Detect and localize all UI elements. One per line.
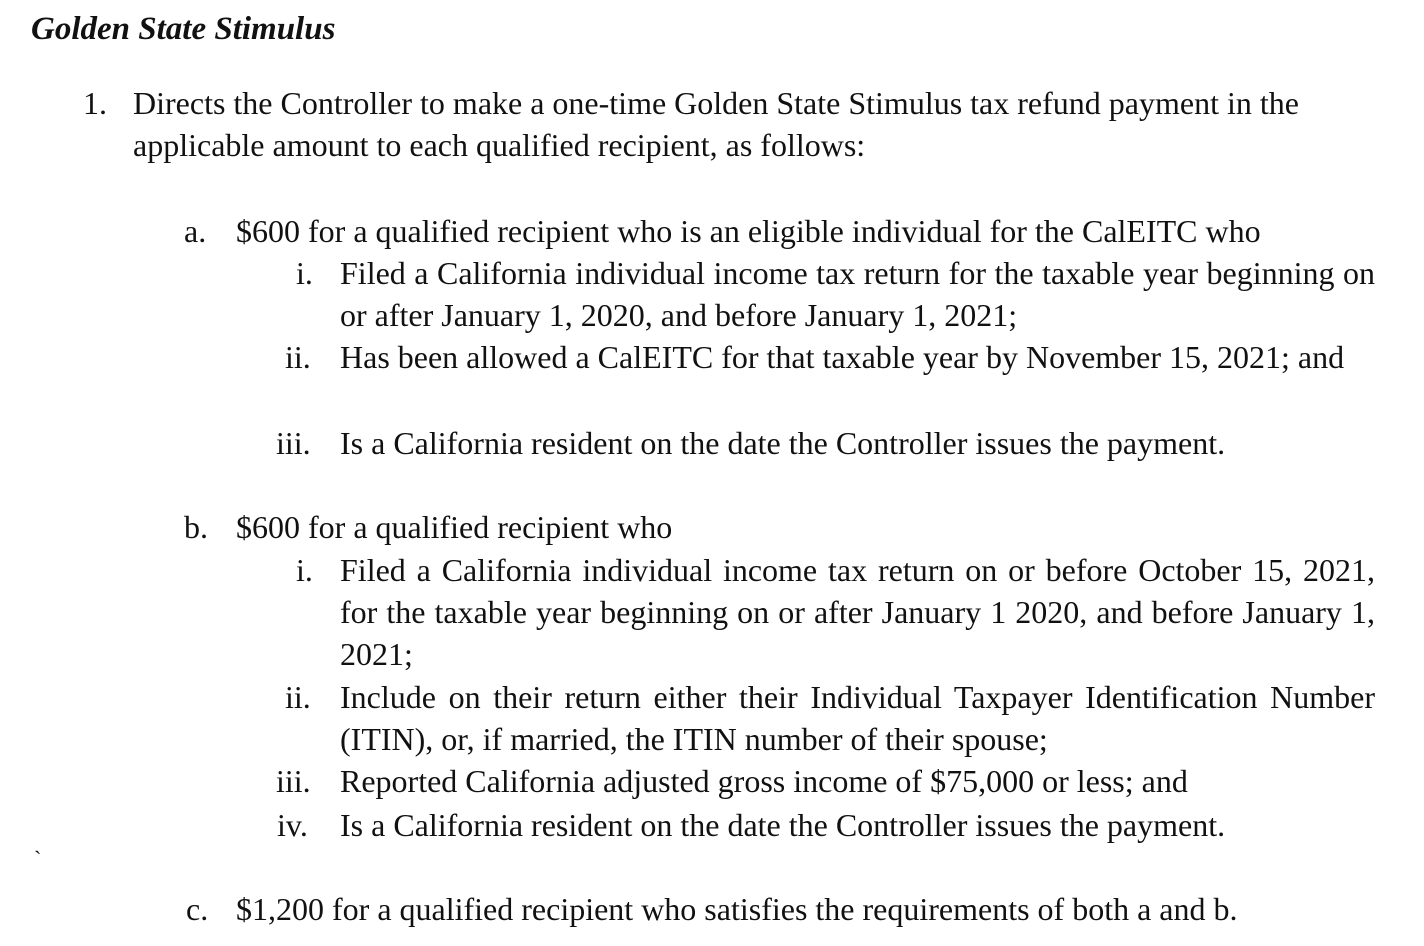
list-marker: c. [186, 891, 209, 927]
list-item-text: $600 for a qualified recipient who [236, 509, 673, 545]
list-item-text: Is a California resident on the date the Controller issues the payment. [340, 807, 1226, 843]
stray-mark: ` [34, 846, 42, 871]
list-marker: 1. [83, 85, 107, 121]
list-item-text: Has been allowed a CalEITC for that taxable year by November 15, 2021; and [340, 339, 1345, 375]
list-item-1 [0, 82, 1424, 166]
list-item-text: Reported California adjusted gross income of $75,000 or less; and [340, 763, 1188, 799]
list-marker: iv. [277, 807, 308, 843]
list-subitem-b-i [0, 549, 1424, 675]
list-item-a [0, 210, 1424, 252]
list-marker: iii. [276, 425, 311, 461]
list-item-text: Include on their return either their Individual Taxpayer Identification Number (ITIN), or, if married, the ITIN number of their spouse; [340, 679, 1375, 757]
list-item-text: Filed a California individual income tax return for the taxable year beginning on or after January 1, 2020, and before January 1, 2021; [340, 255, 1375, 333]
list-item-text: $600 for a qualified recipient who is an eligible individual for the CalEITC who [236, 213, 1261, 249]
list-marker: iii. [276, 763, 311, 799]
document-title: Golden State Stimulus [31, 11, 336, 47]
list-item-text: Filed a California individual income tax return on or before October 15, 2021, for the taxable year beginning on or after January 1 2020, and before January 1, 2021; [340, 552, 1375, 672]
list-item-text: Directs the Controller to make a one-time Golden State Stimulus tax refund payment in the applicable amount to each qualified recipient, as follows: [133, 85, 1299, 163]
list-marker: ii. [285, 679, 311, 715]
list-subitem-b-iv [0, 804, 1424, 846]
list-subitem-a-i [0, 252, 1424, 336]
list-subitem-b-iii [0, 760, 1424, 802]
list-item-c [0, 888, 1424, 930]
list-marker: i. [296, 552, 313, 588]
list-marker: b. [184, 509, 208, 545]
list-marker: a. [184, 213, 207, 249]
list-subitem-a-ii [0, 336, 1424, 420]
list-item-b [0, 506, 1424, 548]
list-item-text: Is a California resident on the date the Controller issues the payment. [340, 425, 1226, 461]
list-marker: ii. [285, 339, 311, 375]
list-subitem-a-iii [0, 422, 1424, 464]
list-item-text: $1,200 for a qualified recipient who satisfies the requirements of both a and b. [236, 891, 1238, 927]
list-marker: i. [296, 255, 313, 291]
list-subitem-b-ii [0, 676, 1424, 760]
